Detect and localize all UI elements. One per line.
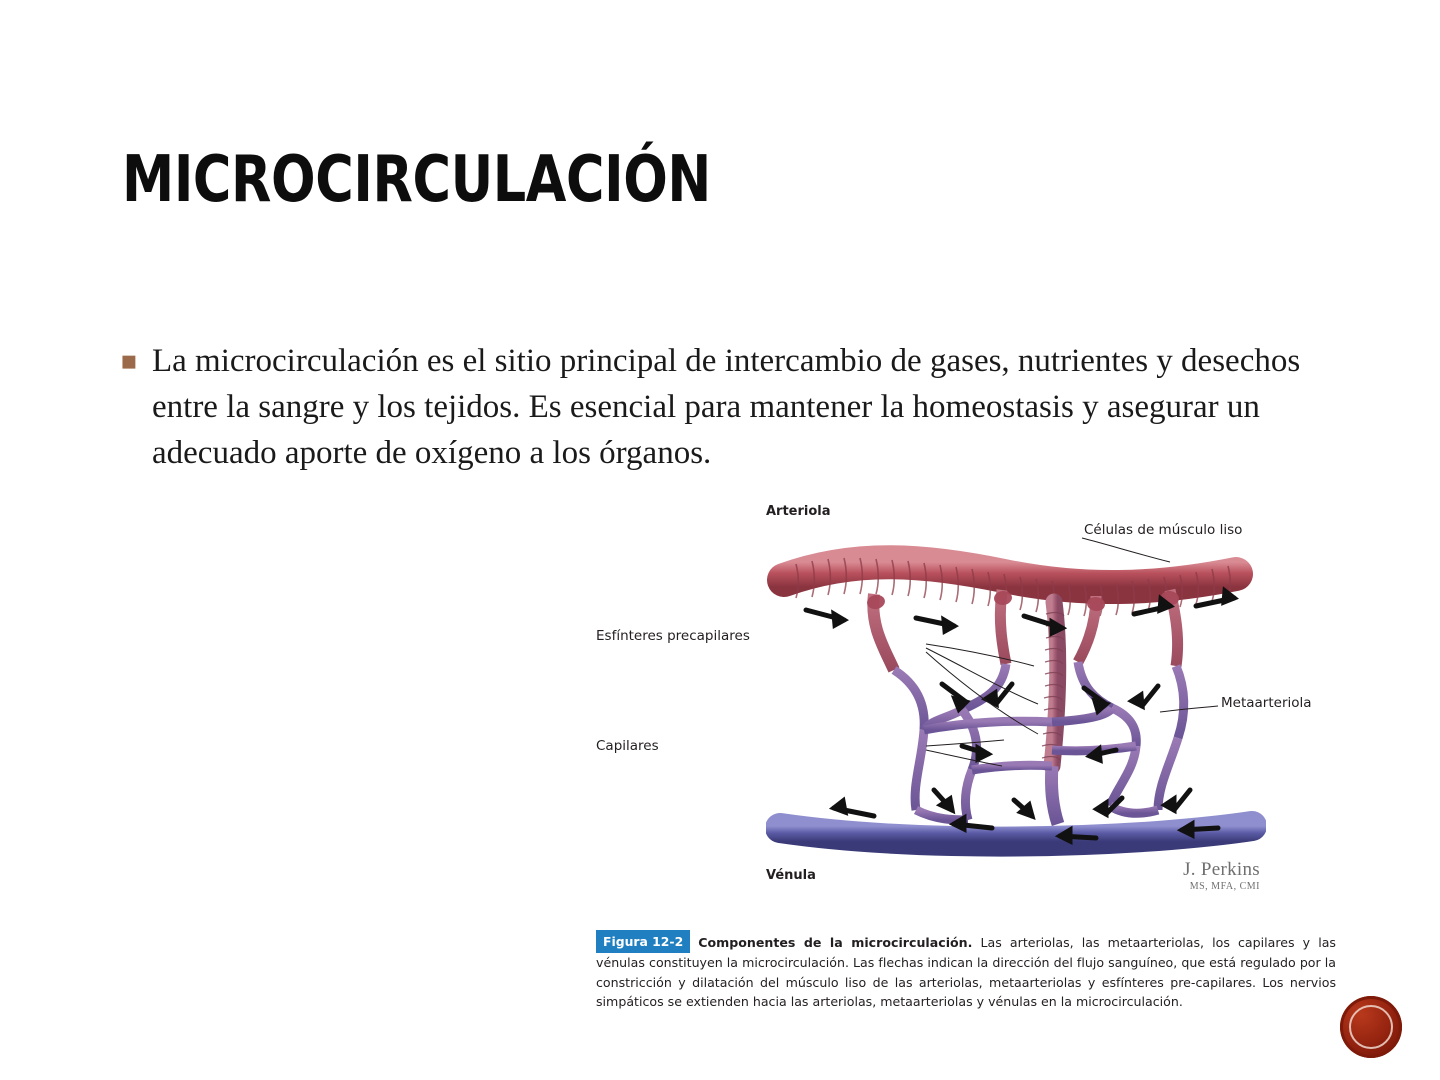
figure-microcirculation bbox=[596, 498, 1336, 1038]
body-content bbox=[120, 338, 1330, 476]
illustrator-credit bbox=[1183, 859, 1260, 892]
figure-caption-text: Las arteriolas, las metaarteriolas, los capilares y las vénulas constituyen la microcirculación. Las flechas indican la dirección del flujo sanguíneo, que está regulado por la constricción y dilatación del músculo liso de las arteriolas, metaarteriolas y esfínteres pre-capilares. Los nervios simpáticos se extienden hacia las arteriolas, metaarteriolas y vénulas en la microcirculación. bbox=[596, 935, 1336, 1010]
list-item bbox=[120, 338, 1330, 476]
figure-caption-heading: Componentes de la microcirculación. bbox=[698, 935, 973, 950]
label-precapillary-sphincters: Esfínteres precapilares bbox=[596, 628, 750, 644]
label-arteriola: Arteriola bbox=[766, 504, 831, 519]
label-metaarteriola: Metaarteriola bbox=[1221, 695, 1312, 711]
figure-illustration bbox=[596, 498, 1312, 898]
slide-corner-logo bbox=[1340, 996, 1402, 1058]
logo-ring-icon bbox=[1349, 1005, 1393, 1049]
illustrator-name: J. Perkins bbox=[1183, 859, 1260, 880]
label-venula: Vénula bbox=[766, 868, 816, 883]
bullet-marker-icon: ▪ bbox=[120, 346, 138, 376]
figure-caption bbox=[596, 930, 1336, 1012]
page-title: MICROCIRCULACIÓN bbox=[122, 143, 711, 217]
label-capilares: Capilares bbox=[596, 738, 659, 754]
illustrator-titles: MS, MFA, CMI bbox=[1189, 881, 1260, 892]
microcirculation-drawing bbox=[766, 498, 1266, 898]
label-smooth-muscle: Células de músculo liso bbox=[1084, 522, 1243, 538]
bullet-text: La microcirculación es el sitio principal de intercambio de gases, nutrientes y desechos entre la sangre y los tejidos. Es esencial para mantener la homeostasis y asegurar un adecuado aporte de oxígeno a los órganos. bbox=[152, 343, 1301, 471]
figure-number-badge: Figura 12-2 bbox=[596, 930, 690, 953]
